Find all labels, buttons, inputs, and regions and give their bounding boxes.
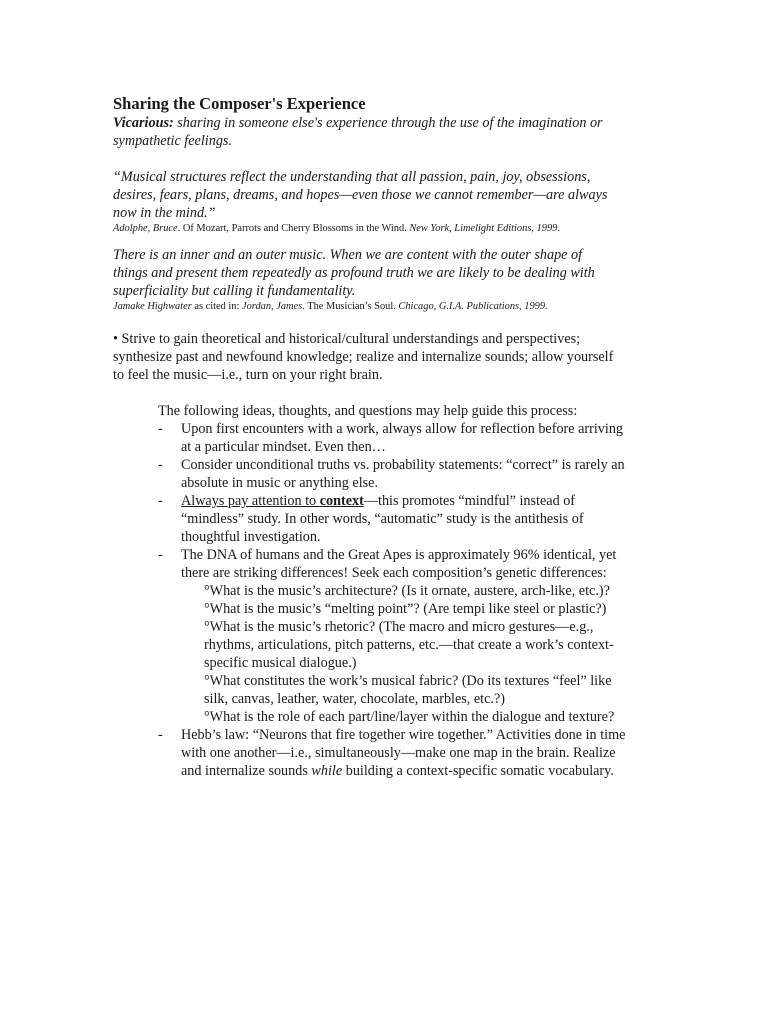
item-text: building a context-specific somatic vocabulary. xyxy=(342,763,614,779)
question-line: °What constitutes the work’s musical fabric? (Do its textures “feel” like xyxy=(204,673,612,689)
citation-author: Jamake Highwater xyxy=(113,301,192,312)
item-line: at a particular mindset. Even then… xyxy=(181,439,386,455)
citation-title: . Of Mozart, Parrots and Cherry Blossoms in the Wind. xyxy=(177,223,407,234)
citation-author: Jordan, James. xyxy=(242,301,305,312)
quote-line: “Musical structures reflect the understanding that all passion, pain, joy, obsessions, xyxy=(113,169,591,185)
item-line: absolute in music or anything else. xyxy=(181,475,379,491)
citation-text: as cited in: xyxy=(191,301,242,312)
underlined-text: Always pay attention to xyxy=(181,493,320,509)
question-list xyxy=(181,582,658,726)
paragraph-line: synthesize past and newfound knowledge; realize and internalize sounds; allow yourself xyxy=(113,349,614,365)
item-text: and internalize sounds xyxy=(181,763,312,779)
quote-line: desires, fears, plans, dreams, and hopes—even those we cannot remember—are always xyxy=(113,187,608,203)
paragraph-line: to feel the music—i.e., turn on your right brain. xyxy=(113,367,383,383)
item-line: there are striking differences! Seek each composition’s genetic differences: xyxy=(181,565,607,581)
citation-publisher: Chicago, G.I.A. Publications, 1999. xyxy=(395,301,548,312)
item-line: “mindless” study. In other words, “automatic” study is the antithesis of xyxy=(181,511,584,527)
emphasized-term: context xyxy=(319,493,364,509)
item-line: Upon first encounters with a work, always allow for reflection before arriving xyxy=(181,421,624,437)
item-line: thoughtful investigation. xyxy=(181,529,321,545)
item-line: Hebb’s law: “Neurons that fire together wire together.” Activities done in time xyxy=(181,727,626,743)
item-line: Consider unconditional truths vs. probability statements: “correct” is rarely an xyxy=(181,457,625,473)
italic-word: while xyxy=(311,763,343,779)
item-line: —this promotes “mindful” instead of xyxy=(363,493,576,509)
question-line: rhythms, articulations, pitch patterns, etc.—that create a work’s context- xyxy=(204,637,614,653)
question-line: °What is the role of each part/line/layer within the dialogue and texture? xyxy=(204,709,615,725)
quote-highwater xyxy=(113,246,658,300)
list-item xyxy=(158,456,658,492)
guide-section xyxy=(158,402,658,780)
citation-title: The Musician’s Soul. xyxy=(304,301,396,312)
list-item xyxy=(158,420,658,456)
question-line: silk, canvas, leather, water, chocolate, marbles, etc.?) xyxy=(204,691,505,707)
dash-marker: - xyxy=(158,457,163,473)
citation-end: . xyxy=(557,223,560,234)
quote-line: things and present them repeatedly as profound truth we are likely to be dealing with xyxy=(113,265,595,281)
dash-marker: - xyxy=(158,421,163,437)
dash-marker: - xyxy=(158,727,163,743)
quote-line: There is an inner and an outer music. When we are content with the outer shape of xyxy=(113,247,583,263)
question-line: °What is the music’s “melting point”? (Are tempi like steel or plastic?) xyxy=(204,601,607,617)
question-line: specific musical dialogue.) xyxy=(204,655,357,671)
citation-author: Adolphe, Bruce xyxy=(113,223,178,234)
list-item xyxy=(158,492,658,546)
definition-text-2: sympathetic feelings. xyxy=(113,133,232,149)
quote-line: superficiality but calling it fundamentality. xyxy=(113,283,356,299)
intro-paragraph xyxy=(113,330,658,384)
dash-marker: - xyxy=(158,547,163,563)
document-page xyxy=(113,94,658,780)
dash-marker: - xyxy=(158,493,163,509)
paragraph-line: • Strive to gain theoretical and historical/cultural understandings and perspectives; xyxy=(113,331,581,347)
definition xyxy=(113,114,658,150)
definition-text-1: sharing in someone else's experience through the use of the imagination or xyxy=(177,115,603,131)
definition-term: Vicarious: xyxy=(113,115,174,131)
citation-adolphe xyxy=(113,222,658,236)
quote-adolphe xyxy=(113,168,658,222)
citation-publisher: New York, Limelight Editions, 1999 xyxy=(406,223,558,234)
list-item xyxy=(158,546,658,726)
item-line: with one another—i.e., simultaneously—make one map in the brain. Realize xyxy=(181,745,616,761)
list-item xyxy=(158,726,658,780)
item-line: The DNA of humans and the Great Apes is approximately 96% identical, yet xyxy=(181,547,617,563)
citation-highwater xyxy=(113,300,658,314)
question-line: °What is the music’s architecture? (Is it ornate, austere, arch-like, etc.)? xyxy=(204,583,610,599)
quote-line: now in the mind.” xyxy=(113,205,216,221)
document-title: Sharing the Composer's Experience xyxy=(113,94,366,113)
guide-intro: The following ideas, thoughts, and questions may help guide this process: xyxy=(158,403,578,419)
question-line: °What is the music’s rhetoric? (The macro and micro gestures—e.g., xyxy=(204,619,594,635)
